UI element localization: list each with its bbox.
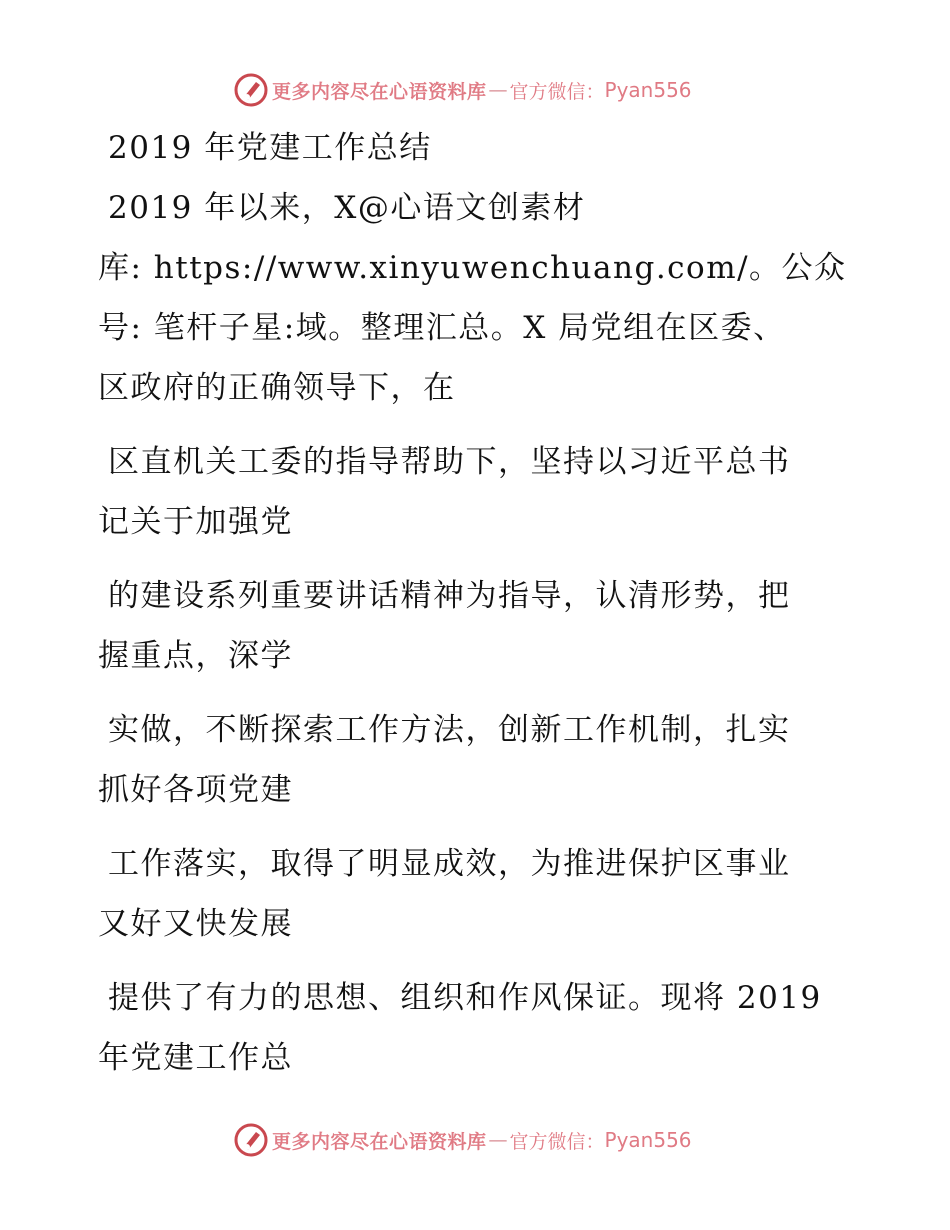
text-line: 号: 笔杆子星:域。整理汇总。X 局党组在区委、 [98,310,786,346]
text-line: 实做，不断探索工作方法，创新工作机制，扎实 [108,712,791,748]
text-line: 工作落实，取得了明显成效，为推进保护区事业 [108,846,791,882]
pen-logo-icon [234,73,268,107]
banner-wechat-label: 官方微信： [509,80,605,103]
text-line: 提供了有力的思想、组织和作风保证。现将 2019 [108,980,822,1016]
text-line: 握重点，深学 [98,638,293,674]
document-title: 2019 年党建工作总结 [108,130,432,166]
text-line: 抓好各项党建 [98,772,293,808]
text-line: 区政府的正确领导下，在 [98,370,456,406]
banner-separator: — [488,1129,508,1151]
banner-wechat-id: Pyan556 [604,78,692,102]
footer-banner [234,1122,692,1158]
paragraph-4 [98,700,858,820]
banner-separator: — [488,79,508,101]
banner-text: 更多内容尽在心语资料库 [272,1130,487,1153]
text-line: 区直机关工委的指导帮助下，坚持以习近平总书 [108,444,791,480]
paragraph-5 [98,834,858,954]
text-line: 记关于加强党 [98,504,293,540]
document-body [98,118,858,1088]
paragraph-6 [98,968,858,1088]
banner-wechat-label: 官方微信： [509,1130,605,1153]
paragraph-1 [98,178,858,418]
paragraph-2 [98,432,858,552]
header-banner [234,72,692,108]
paragraph-3 [98,566,858,686]
text-line: 又好又快发展 [98,906,293,942]
banner-text: 更多内容尽在心语资料库 [272,80,487,103]
text-line: 年党建工作总 [98,1040,293,1076]
text-line: 2019 年以来，X@心语文创素材 [108,190,586,226]
text-line: 的建设系列重要讲话精神为指导，认清形势，把 [108,578,791,614]
banner-wechat-id: Pyan556 [604,1128,692,1152]
text-line: 库: https://www.xinyuwenchuang.com/。公众 [98,250,847,286]
pen-logo-icon [234,1123,268,1157]
